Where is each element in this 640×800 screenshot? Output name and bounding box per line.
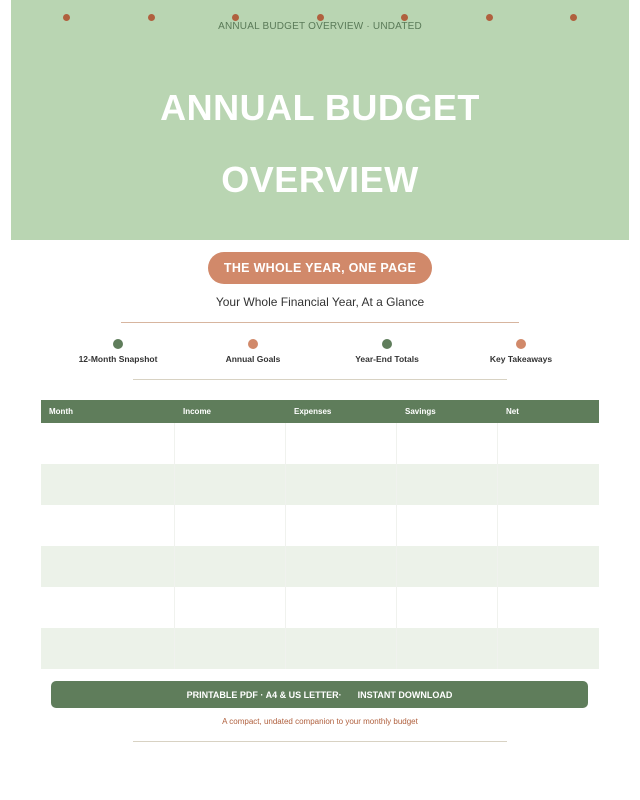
table-cell: [41, 464, 175, 505]
table-row: [41, 587, 599, 628]
dot-icon: [570, 14, 577, 21]
table-cell: [498, 505, 599, 546]
divider: [133, 741, 507, 742]
table-cell: [286, 546, 397, 587]
table-cell: [498, 587, 599, 628]
dot-icon: [148, 14, 155, 21]
table-cell: [41, 628, 175, 669]
column-header-income: Income: [183, 407, 212, 416]
dot-icon: [486, 14, 493, 21]
page-title-line-2: OVERVIEW: [221, 159, 419, 200]
divider: [121, 322, 519, 323]
circle-icon: [113, 339, 123, 349]
table-cell: [41, 546, 175, 587]
feature-item: [193, 339, 313, 364]
table-cell: [175, 423, 286, 464]
table-cell: [397, 628, 498, 669]
table-row: [41, 505, 599, 546]
table-cell: [41, 505, 175, 546]
dot-icon: [232, 14, 239, 21]
table-cell: [397, 546, 498, 587]
table-cell: [175, 587, 286, 628]
table-cell: [397, 423, 498, 464]
table-cell: [175, 464, 286, 505]
table-cell: [286, 505, 397, 546]
page-title: [0, 72, 640, 216]
feature-label: 12-Month Snapshot: [78, 354, 158, 364]
table-cell: [286, 628, 397, 669]
table-row: [41, 628, 599, 669]
column-header-month: Month: [49, 407, 73, 416]
table-cell: [286, 587, 397, 628]
table-cell: [397, 587, 498, 628]
table-row: [41, 423, 599, 464]
circle-icon: [516, 339, 526, 349]
banner-download-text: INSTANT DOWNLOAD: [357, 689, 453, 700]
table-cell: [498, 546, 599, 587]
tagline-pill: THE WHOLE YEAR, ONE PAGE: [208, 252, 432, 284]
column-header-expenses: Expenses: [294, 407, 332, 416]
divider: [133, 379, 507, 380]
table-cell: [175, 505, 286, 546]
table-cell: [41, 423, 175, 464]
page-title-line-1: ANNUAL BUDGET: [160, 87, 480, 128]
budget-table: [41, 400, 599, 669]
footer-note: A compact, undated companion to your monthly budget: [222, 717, 418, 726]
table-cell: [397, 505, 498, 546]
format-banner: [51, 681, 588, 708]
table-cell: [498, 464, 599, 505]
table-header: [41, 400, 599, 423]
table-cell: [397, 464, 498, 505]
feature-item: [461, 339, 581, 364]
dot-icon: [317, 14, 324, 21]
feature-label: Key Takeaways: [489, 354, 553, 364]
dot-icon: [401, 14, 408, 21]
table-cell: [175, 628, 286, 669]
column-header-net: Net: [506, 407, 519, 416]
table-cell: [286, 423, 397, 464]
feature-label: Annual Goals: [225, 354, 281, 364]
feature-item: [58, 339, 178, 364]
circle-icon: [248, 339, 258, 349]
banner-format-text: PRINTABLE PDF · A4 & US LETTER·: [186, 689, 342, 700]
circle-icon: [382, 339, 392, 349]
dot-icon: [63, 14, 70, 21]
feature-label: Year-End Totals: [355, 354, 419, 364]
subtitle: Your Whole Financial Year, At a Glance: [215, 295, 425, 309]
table-cell: [41, 587, 175, 628]
table-row: [41, 464, 599, 505]
table-cell: [286, 464, 397, 505]
column-header-savings: Savings: [405, 407, 436, 416]
table-row: [41, 546, 599, 587]
table-cell: [498, 628, 599, 669]
feature-item: [327, 339, 447, 364]
header-kicker: ANNUAL BUDGET OVERVIEW · UNDATED: [218, 21, 422, 32]
table-cell: [175, 546, 286, 587]
table-cell: [498, 423, 599, 464]
